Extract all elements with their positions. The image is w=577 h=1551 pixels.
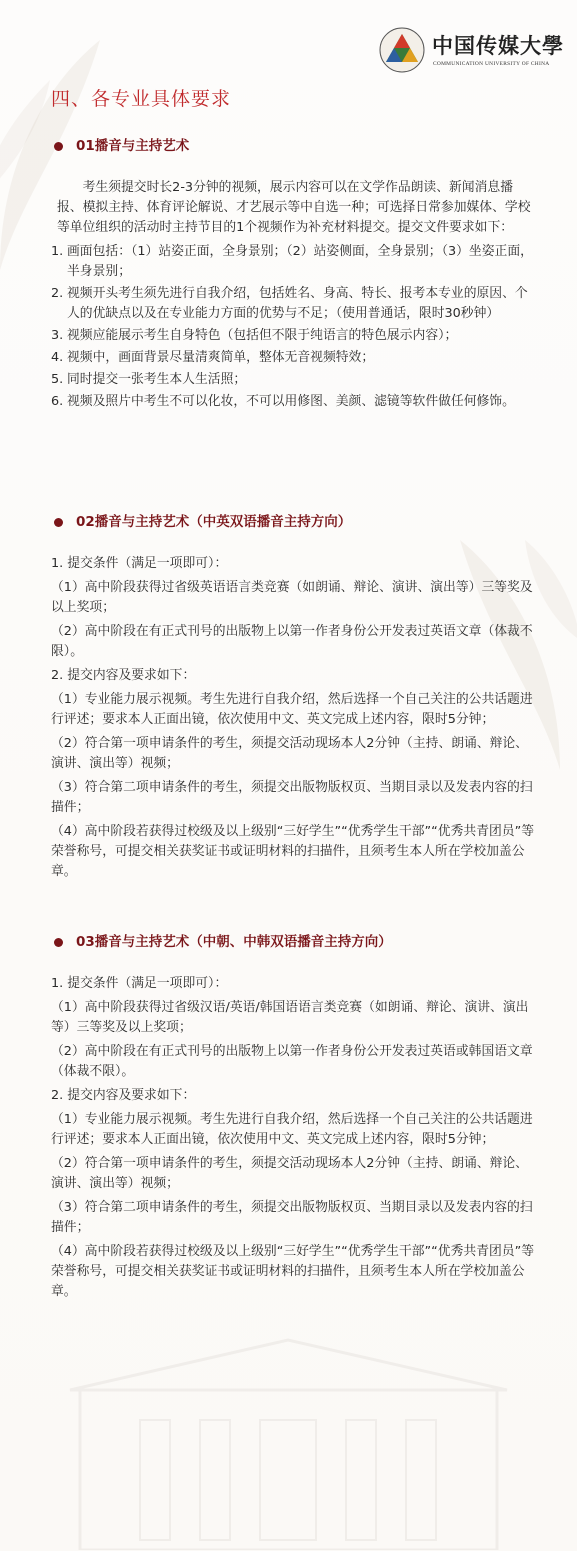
list-item-text: 视频及照片中考生不可以化妆，不可以用修图、美颜、滤镜等软件做任何修饰。 (67, 394, 515, 409)
list-item (51, 284, 537, 324)
list-number: 4. (51, 350, 64, 365)
submission-requirements-title: 2. 提交内容及要求如下： (51, 1088, 196, 1103)
bullet-icon (54, 518, 63, 527)
submission-requirements-title: 2. 提交内容及要求如下： (51, 668, 196, 683)
section-title-text: 03播音与主持艺术（中朝、中韩双语播音主持方向） (76, 934, 392, 950)
list-item-text: 视频开头考生须先进行自我介绍，包括姓名、身高、特长、报考本专业的原因、个人的优缺点以及在专业能力方面的优势与不足；（使用普通话，限时30秒钟） (67, 286, 528, 321)
bullet-icon (54, 142, 63, 151)
list-item (51, 392, 537, 412)
list-item (51, 326, 537, 346)
logo-english-name: COMMUNICATION UNIVERSITY OF CHINA (433, 61, 550, 67)
section-intro: 考生须提交时长2-3分钟的视频，展示内容可以在文学作品朗读、新闻消息播报、模拟主持、体育评论解说、才艺展示等中自选一种；可选择日常参加媒体、学校等单位组织的活动时主持节目的1个视频作为补充材料提交。提交文件要求如下： (57, 180, 531, 235)
university-emblem-icon (378, 26, 426, 74)
requirement-item: （3）符合第二项申请条件的考生，须提交出版物版权页、当期目录以及发表内容的扫描件； (51, 780, 533, 815)
section-title (51, 136, 537, 158)
page-heading: 四、各专业具体要求 (51, 88, 232, 110)
list-number: 1. (51, 244, 64, 259)
bullet-icon (54, 938, 63, 947)
list-item-text: 画面包括：（1）站姿正面，全身景别；（2）站姿侧面，全身景别；（3）坐姿正面，半身景别； (67, 244, 533, 279)
list-item-text: 视频应能展示考生自身特色（包括但不限于纯语言的特色展示内容）； (67, 328, 458, 343)
condition-item: （2）高中阶段在有正式刊号的出版物上以第一作者身份公开发表过英语文章（体裁不限）。 (51, 624, 533, 659)
campus-building-watermark (40, 1330, 537, 1550)
logo-chinese-name: 中国传媒大學 (432, 33, 564, 58)
university-logo (378, 26, 564, 78)
requirement-item: （4）高中阶段若获得过校级及以上级别“三好学生”“优秀学生干部”“优秀共青团员”等荣誉称号，可提交相关获奖证书或证明材料的扫描件，且须考生本人所在学校加盖公章。 (51, 1244, 535, 1299)
list-number: 6. (51, 394, 64, 409)
section-title (51, 512, 537, 534)
submission-conditions-title: 1. 提交条件（满足一项即可）： (51, 976, 228, 991)
section-03 (51, 932, 537, 1302)
list-item (51, 348, 537, 368)
list-item-text: 同时提交一张考生本人生活照； (67, 372, 247, 387)
section-title (51, 932, 537, 954)
requirement-item: （4）高中阶段若获得过校级及以上级别“三好学生”“优秀学生干部”“优秀共青团员”等荣誉称号，可提交相关获奖证书或证明材料的扫描件，且须考生本人所在学校加盖公章。 (51, 824, 535, 879)
condition-item: （1）高中阶段获得过省级汉语/英语/韩国语语言类竞赛（如朗诵、辩论、演讲、演出等）三等奖及以上奖项； (51, 1000, 529, 1035)
requirement-item: （2）符合第一项申请条件的考生，须提交活动现场本人2分钟（主持、朗诵、辩论、演讲、演出等）视频； (51, 1156, 528, 1191)
requirement-item: （1）专业能力展示视频。考生先进行自我介绍，然后选择一个自己关注的公共话题进行评述；要求本人正面出镜，依次使用中文、英文完成上述内容，限时5分钟； (51, 1112, 533, 1147)
list-item (51, 370, 537, 390)
list-item (51, 242, 537, 282)
section-02 (51, 512, 537, 882)
list-number: 3. (51, 328, 64, 343)
section-01 (51, 136, 537, 414)
condition-item: （1）高中阶段获得过省级英语语言类竞赛（如朗诵、辩论、演讲、演出等）三等奖及以上奖项； (51, 580, 533, 615)
condition-item: （2）高中阶段在有正式刊号的出版物上以第一作者身份公开发表过英语或韩国语文章（体裁不限）。 (51, 1044, 533, 1079)
list-number: 2. (51, 286, 64, 301)
requirement-item: （1）专业能力展示视频。考生先进行自我介绍，然后选择一个自己关注的公共话题进行评述；要求本人正面出镜，依次使用中文、英文完成上述内容，限时5分钟； (51, 692, 533, 727)
requirement-list (51, 242, 537, 412)
requirement-item: （3）符合第二项申请条件的考生，须提交出版物版权页、当期目录以及发表内容的扫描件； (51, 1200, 533, 1235)
requirement-item: （2）符合第一项申请条件的考生，须提交活动现场本人2分钟（主持、朗诵、辩论、演讲、演出等）视频； (51, 736, 528, 771)
list-number: 5. (51, 372, 64, 387)
section-title-text: 01播音与主持艺术 (76, 138, 190, 154)
submission-conditions-title: 1. 提交条件（满足一项即可）： (51, 556, 228, 571)
section-title-text: 02播音与主持艺术（中英双语播音主持方向） (76, 514, 352, 530)
list-item-text: 视频中，画面背景尽量清爽简单，整体无音视频特效； (67, 350, 375, 365)
